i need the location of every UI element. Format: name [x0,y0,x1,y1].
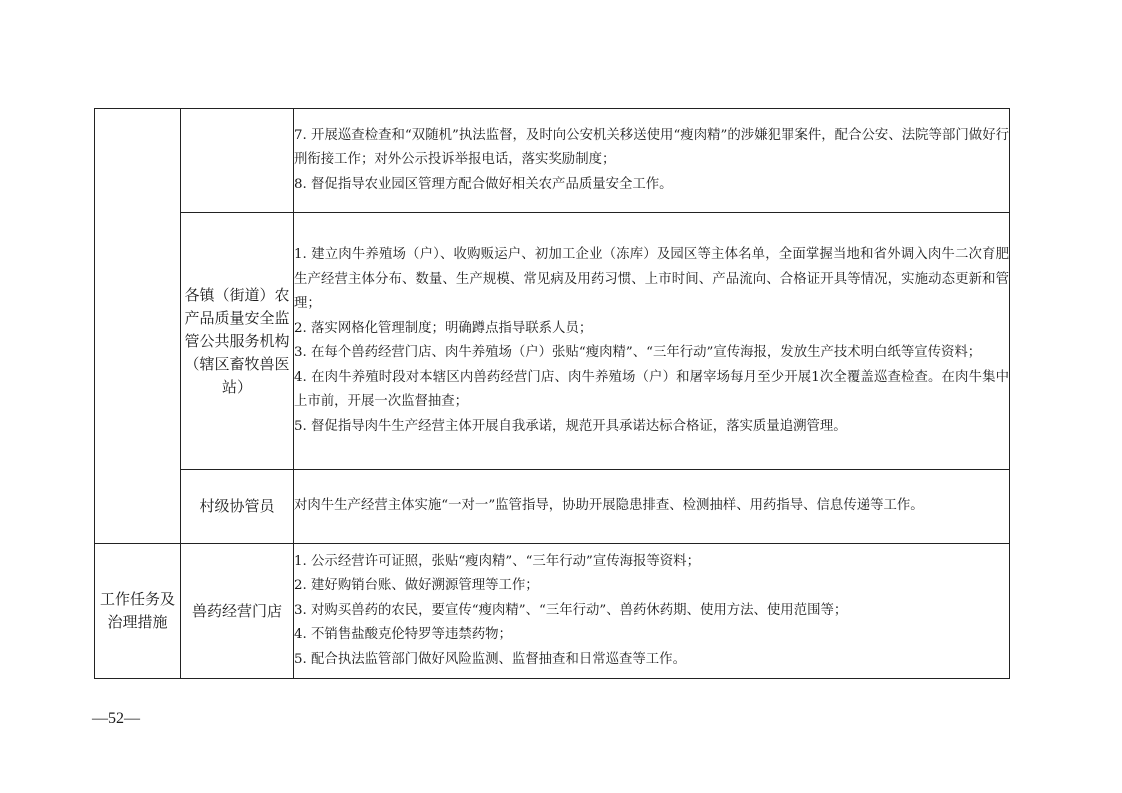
page-number: —52— [92,710,140,727]
list-item: 4. 在肉牛养殖时段对本辖区内兽药经营门店、肉牛养殖场（户）和屠宰场每月至少开展1次全覆盖巡查检查。在肉牛集中上市前，开展一次监督抽查； [294,369,1009,409]
list-item: 7. 开展巡查检查和“双随机”执法监督，及时向公安机关移送使用“瘦肉精”的涉嫌犯罪案件，配合公安、法院等部门做好行刑衔接工作；对外公示投诉举报电话，落实奖励制度； [294,127,1009,168]
category-cell: 工作任务及治理措施 [95,544,181,679]
list-item: 对肉牛生产经营主体实施“一对一”监管指导，协助开展隐患排查、检测抽样、用药指导、信息传递等工作。 [294,498,924,514]
table-row [95,470,1010,544]
items-cell [294,109,1010,213]
subject-cell: 各镇（街道）农产品质量安全监管公共服务机构（辖区畜牧兽医站） [181,213,294,470]
list-item: 3. 对购买兽药的农民，要宣传“瘦肉精”、“三年行动”、兽药休药期、使用方法、使用范围等； [294,602,848,618]
items-cell [294,213,1010,470]
list-item: 4. 不销售盐酸克伦特罗等违禁药物； [294,627,512,643]
table-row [95,213,1010,470]
list-item: 8. 督促指导农业园区管理方配合做好相关农产品质量安全工作。 [294,176,673,192]
items-cell [294,470,1010,544]
list-item: 1. 公示经营许可证照，张贴“瘦肉精”、“三年行动”宣传海报等资料； [294,553,700,569]
list-item: 3. 在每个兽药经营门店、肉牛养殖场（户）张贴“瘦肉精”、“三年行动”宣传海报，发放生产技术明白纸等宣传资料； [294,345,982,360]
list-item: 5. 督促指导肉牛生产经营主体开展自我承诺，规范开具承诺达标合格证，落实质量追溯管理。 [294,418,847,434]
subject-cell-blank [181,109,294,213]
regulation-table [94,108,1010,679]
table-row [95,109,1010,213]
subject-cell: 村级协管员 [181,470,294,544]
items-cell [294,544,1010,679]
category-cell-blank [95,109,181,544]
list-item: 2. 建好购销台账、做好溯源管理等工作； [294,578,539,594]
list-item: 5. 配合执法监管部门做好风险监测、监督抽查和日常巡查等工作。 [294,651,686,667]
table-row [95,544,1010,679]
list-item: 1. 建立肉牛养殖场（户）、收购贩运户、初加工企业（冻库）及园区等主体名单，全面掌握当地和省外调入肉牛二次育肥生产经营主体分布、数量、生产规模、常见病及用药习惯、上市时间、产品流向、合格证开具等情况，实施动态更新和管理； [294,247,1009,311]
subject-cell: 兽药经营门店 [181,544,294,679]
list-item: 2. 落实网格化管理制度；明确蹲点指导联系人员； [294,320,593,336]
